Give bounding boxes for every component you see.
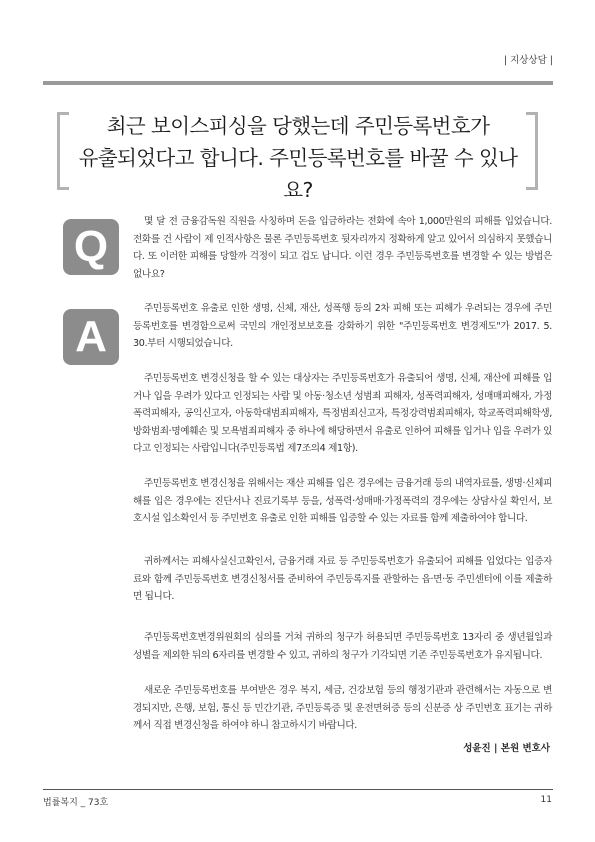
right-bracket xyxy=(526,112,538,190)
question-title-line-1: 최근 보이스피싱을 당했는데 주민등록번호가 xyxy=(106,114,490,138)
page-number: 11 xyxy=(540,795,552,805)
author-credit: 성윤진 | 본원 변호사 xyxy=(463,743,550,754)
left-bracket xyxy=(57,112,69,190)
answer-paragraph-1: 주민등록번호 유출로 인한 생명, 신체, 재산, 성폭행 등의 2차 피해 또는 피해가 우려되는 경우에 주민등록번호를 변경함으로써 국민의 개인정보보호를 강화하기 위한 "주민등록번호 변경제도"가 2017. 5. 30.부터 시행되었습니다. xyxy=(133,303,552,350)
answer-paragraph-5: 주민등록번호변경위원회의 심의를 거쳐 귀하의 청구가 허용되면 주민등록번호 13자리 중 생년월일과 성별을 제외한 뒤의 6자리를 변경할 수 있고, 귀하의 청구가 기각되면 기존 주민등록번호가 유지됩니다. xyxy=(133,632,552,661)
question-text: 몇 달 전 금융감독원 직원을 사칭하며 돈을 입금하라는 전화에 속아 1,000만원의 피해를 입었습니다. 전화를 건 사람이 제 인적사항은 물론 주민등록번호 뒷자리까지 정확하게 알고 있어서 의심하지 못했습니다. 또 이러한 피해를 당할까 걱정이 되고 겁도 납니다. 이런 경우 주민등록번호를 변경할 수 있는 방법은 없나요? xyxy=(133,216,552,280)
answer-paragraph-4: 귀하께서는 피해사실신고확인서, 금융거래 자료 등 주민등록번호가 유출되어 피해를 입었다는 입증자료와 함께 주민등록번호 변경신청서를 준비하여 주민등록지를 관할하는 읍·면·동 주민센터에 이를 제출하면 됩니다. xyxy=(133,556,552,603)
q-badge-icon: Q xyxy=(63,219,119,275)
top-rule xyxy=(43,81,553,85)
publication-name: 법률복지 _ 73호 xyxy=(43,798,109,808)
footer-rule xyxy=(43,789,553,790)
answer-paragraph-2: 주민등록번호 변경신청을 할 수 있는 대상자는 주민등록번호가 유출되어 생명, 신체, 재산에 피해를 입거나 입을 우려가 있다고 인정되는 사람 및 아동·청소년 성범죄 피해자, 성폭력피해자, 성매매피해자, 가정폭력피해자, 공익신고자, 아동학대범죄피해자, 특정범죄신고자, 특정강력범죄피해자, 학교폭력피해학생, 방화범죄·명예훼손 및 모욕범죄피해자 중 하나에 해당하면서 유출로 인하여 피해를 입거나 입을 우려가 있다고 인정되는 사람입니다(주민등록법 제7조의4 제1항). xyxy=(133,373,552,455)
answer-paragraph-6: 새로운 주민등록번호를 부여받은 경우 복지, 세금, 건강보험 등의 행정기관과 관련해서는 자동으로 변경되지만, 은행, 보험, 통신 등 민간기관, 주민등록증 및 운전면허증 등의 신분증 상 주민번호 표기는 귀하께서 직접 변경신청을 하여야 하니 참고하시기 바랍니다. xyxy=(133,685,552,732)
question-title xyxy=(72,110,524,206)
a-badge-icon: A xyxy=(63,309,119,365)
question-title-line-2: 유출되었다고 합니다. 주민등록번호를 바꿀 수 있나요? xyxy=(78,146,518,202)
section-tag: | 지상상담 | xyxy=(503,55,553,66)
answer-paragraph-3: 주민등록번호 변경신청을 위해서는 재산 피해를 입은 경우에는 금융거래 등의 내역자료를, 생명·신체피해를 입은 경우에는 진단서나 진료기록부 등을, 성폭력·성매매·가정폭력의 경우에는 상담사실 확인서, 보호시설 입소확인서 등 주민번호 유출로 인한 피해를 입증할 수 있는 자료를 함께 제출하여야 합니다. xyxy=(133,478,552,525)
